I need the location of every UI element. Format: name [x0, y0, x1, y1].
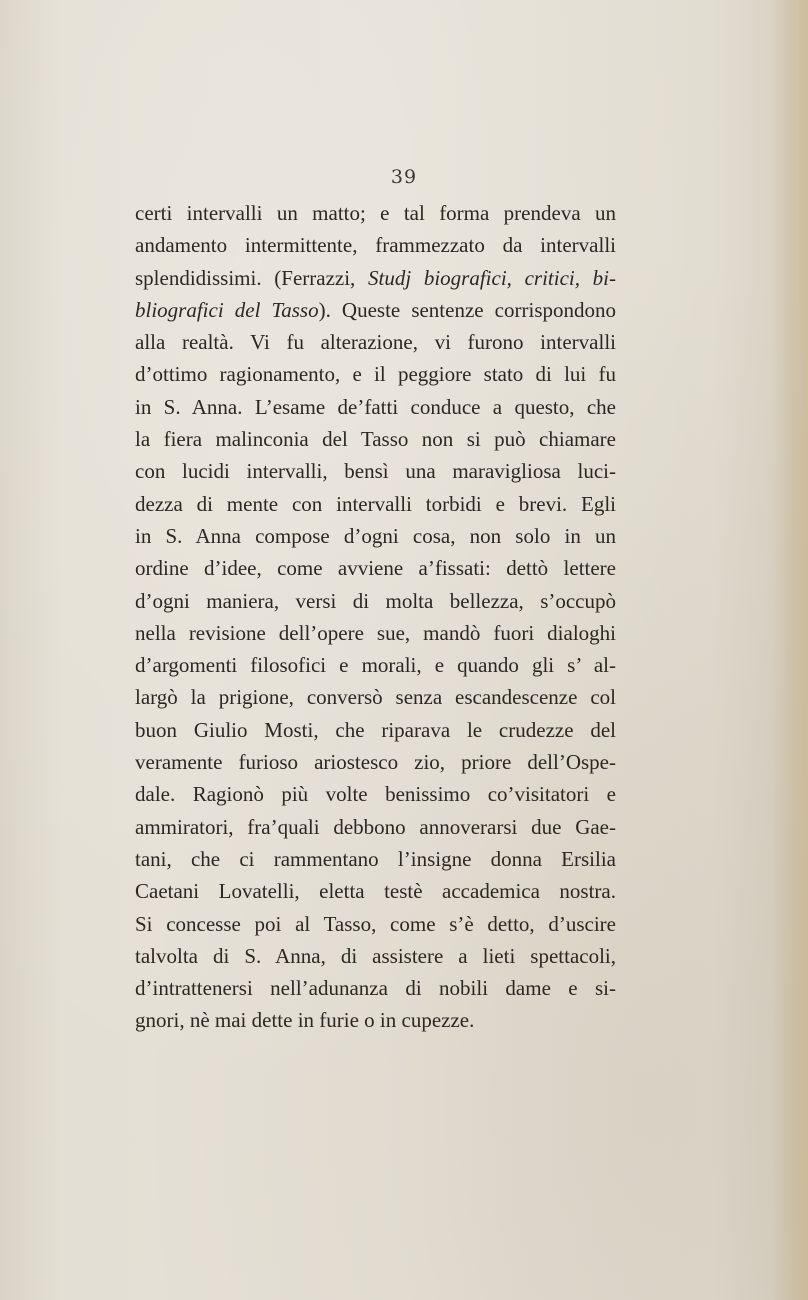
page-number: 39	[390, 166, 418, 188]
text-line: Si concesse poi al Tasso, come s’è detto, d’uscire	[135, 911, 616, 936]
text-line: in S. Anna. L’esame de’fatti conduce a questo, che	[135, 394, 616, 419]
text-line: nella revisione dell’opere sue, mandò fuori dialoghi	[135, 620, 616, 645]
text-line: buon Giulio Mosti, che riparava le crudezze del	[135, 717, 616, 742]
text-line: ordine d’idee, come avviene a’fissati: dettò lettere	[135, 556, 616, 581]
text-line: dale. Ragionò più volte benissimo co’visitatori e	[135, 782, 616, 807]
text-line: d’ogni maniera, versi di molta bellezza, s’occupò	[135, 588, 616, 613]
text-line: andamento intermittente, frammezzato da intervalli	[135, 233, 616, 258]
text-line: d’ottimo ragionamento, e il peggiore stato di lui fu	[135, 362, 616, 387]
text-line: largò la prigione, conversò senza escandescenze col	[135, 685, 616, 710]
text-line: veramente furioso ariostesco zio, priore dell’Ospe-	[135, 750, 616, 775]
text-line: Caetani Lovatelli, eletta testè accademica nostra.	[135, 879, 616, 904]
text-line: tani, che ci rammentano l’insigne donna Ersilia	[135, 846, 616, 871]
text-line: con lucidi intervalli, bensì una maravigliosa luci-	[135, 459, 616, 484]
body-text	[135, 197, 616, 1037]
text-line: la fiera malinconia del Tasso non si può chiamare	[135, 427, 616, 452]
text-line: in S. Anna compose d’ogni cosa, non solo in un	[135, 523, 616, 548]
text-line: splendidissimi. (Ferrazzi, Studj biografici, critici, bi-	[135, 265, 616, 290]
text-line: dezza di mente con intervalli torbidi e brevi. Egli	[135, 491, 616, 516]
text-line: bliografici del Tasso). Queste sentenze corrispondono	[135, 297, 616, 322]
text-line: ammiratori, fra’quali debbono annoverarsi due Gae-	[135, 814, 616, 839]
text-line: gnori, nè mai dette in furie o in cupezze.	[135, 1008, 475, 1033]
text-line: d’intrattenersi nell’adunanza di nobili dame e si-	[135, 976, 616, 1001]
text-line: d’argomenti filosofici e morali, e quando gli s’ al-	[135, 653, 616, 678]
page-edge-shadow	[770, 0, 808, 1300]
text-line: talvolta di S. Anna, di assistere a lieti spettacoli,	[135, 943, 616, 968]
text-line: alla realtà. Vi fu alterazione, vi furono intervalli	[135, 330, 616, 355]
text-line: certi intervalli un matto; e tal forma prendeva un	[135, 201, 616, 225]
